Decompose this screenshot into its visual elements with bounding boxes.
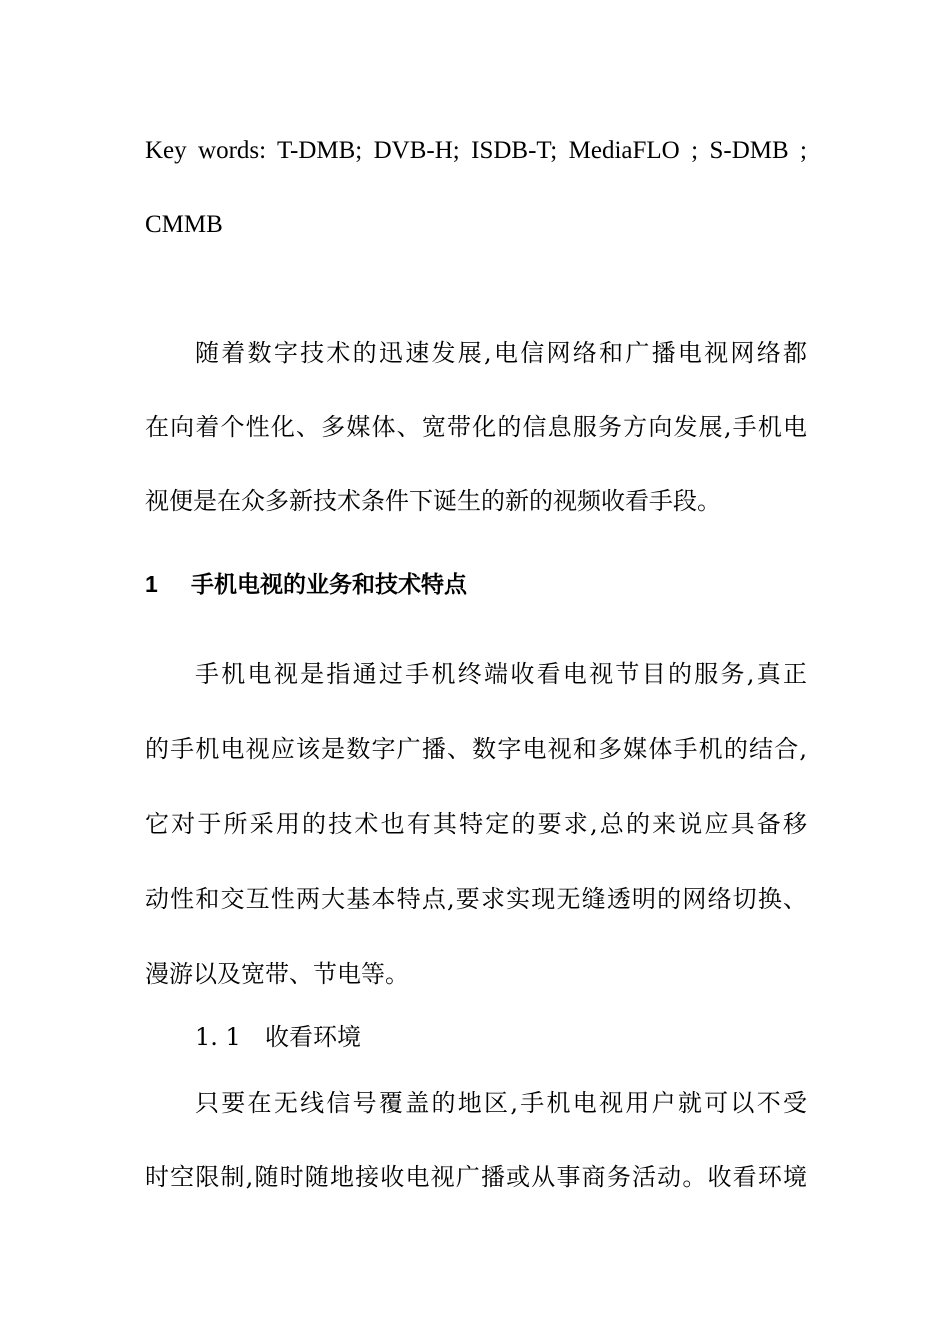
intro-line-1: 随着数字技术的迅速发展,电信网络和广播电视网络都 bbox=[195, 339, 807, 367]
section-1-line-4: 动性和交互性两大基本特点,要求实现无缝透明的网络切换、 bbox=[145, 885, 807, 913]
keywords-line-2: CMMB bbox=[145, 211, 223, 238]
section-1-1-heading bbox=[195, 1020, 807, 1054]
section-1-title: 手机电视的业务和技术特点 bbox=[191, 571, 467, 597]
intro-line-3: 视便是在众多新技术条件下诞生的新的视频收看手段。 bbox=[145, 487, 721, 515]
section-1-line-3: 它对于所采用的技术也有其特定的要求,总的来说应具备移 bbox=[145, 810, 807, 838]
section-1-1-line-2: 时空限制,随时随地接收电视广播或从事商务活动。收看环境 bbox=[145, 1163, 807, 1191]
keywords-line-1: Key words: T-DMB; DVB-H; ISDB-T; MediaFLO ; S-DMB ; bbox=[145, 137, 807, 164]
section-1-line-5: 漫游以及宽带、节电等。 bbox=[145, 960, 409, 988]
section-1-1-line-1: 只要在无线信号覆盖的地区,手机电视用户就可以不受 bbox=[195, 1089, 807, 1117]
section-1-1-number: 1. 1 bbox=[195, 1023, 241, 1051]
section-1-line-2: 的手机电视应该是数字广播、数字电视和多媒体手机的结合, bbox=[145, 735, 807, 763]
section-1-1-title: 收看环境 bbox=[265, 1023, 361, 1051]
section-1-number: 1 bbox=[145, 571, 158, 597]
intro-line-2: 在向着个性化、多媒体、宽带化的信息服务方向发展,手机电 bbox=[145, 413, 807, 441]
section-1-line-1: 手机电视是指通过手机终端收看电视节目的服务,真正 bbox=[195, 660, 807, 688]
section-1-heading bbox=[145, 567, 807, 601]
